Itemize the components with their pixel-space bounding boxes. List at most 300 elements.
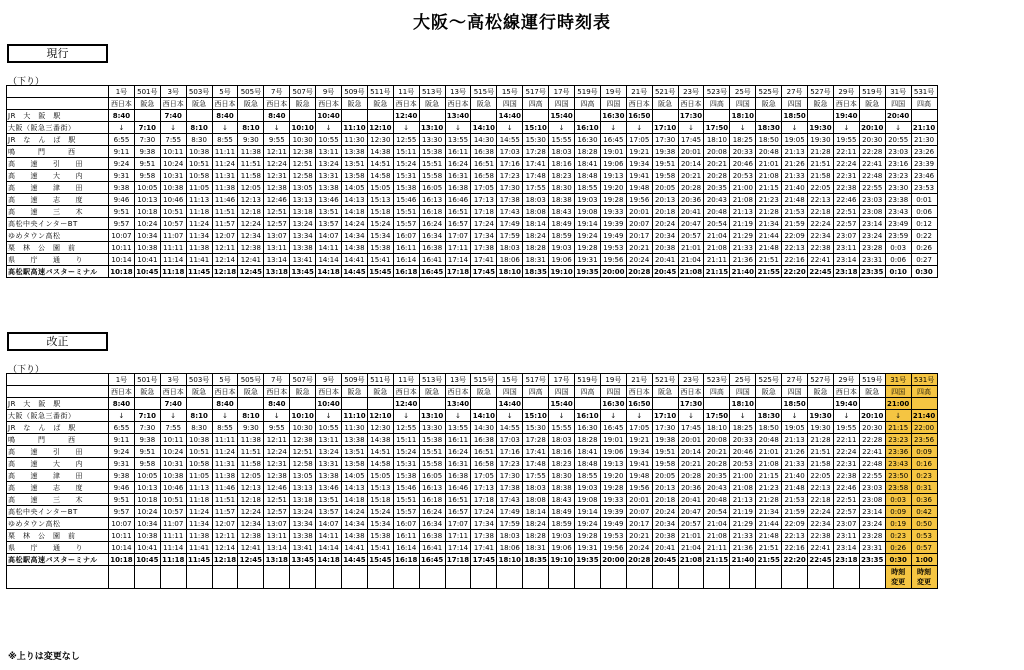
time-cell: 21:34 — [756, 506, 782, 518]
empty-cell — [290, 566, 316, 589]
time-cell — [186, 110, 212, 122]
time-cell: 20:21 — [626, 242, 652, 254]
time-cell: 0:23 — [885, 530, 911, 542]
time-cell: 21:19 — [730, 218, 756, 230]
time-cell: 18:10 — [704, 134, 730, 146]
time-cell: 17:11 — [445, 242, 471, 254]
time-cell: 10:45 — [136, 555, 159, 564]
time-cell: ↓ — [160, 410, 186, 422]
trip-number: 531号 — [911, 374, 937, 386]
time-cell: 15:05 — [367, 182, 393, 194]
time-cell: 19:20 — [600, 470, 626, 482]
time-cell: 12:13 — [238, 194, 264, 206]
time-cell: 19:06 — [600, 446, 626, 458]
time-cell: 8:40 — [212, 110, 238, 122]
time-cell: 20:08 — [704, 146, 730, 158]
time-cell: 16:46 — [445, 482, 471, 494]
time-cell: ↓ — [678, 410, 704, 422]
trip-number: 11号 — [393, 374, 419, 386]
time-cell: 20:45 — [654, 267, 677, 276]
time-cell: 21:00 — [730, 470, 756, 482]
time-cell: 23:39 — [911, 158, 937, 170]
time-cell: 13:14 — [264, 254, 290, 266]
time-cell: 19:56 — [600, 254, 626, 266]
time-cell: 16:38 — [419, 530, 445, 542]
operator-row — [7, 98, 938, 110]
time-cell: 17:30 — [652, 134, 678, 146]
time-cell: ↓ — [212, 410, 238, 422]
time-cell: 13:34 — [290, 518, 316, 530]
trip-number: 509号 — [342, 86, 368, 98]
time-cell: 14:41 — [342, 254, 368, 266]
time-cell: 14:34 — [342, 518, 368, 530]
operator-cell: 阪急 — [471, 98, 497, 110]
time-cell: 15:34 — [367, 230, 393, 242]
empty-cell — [186, 566, 212, 589]
time-cell: 18:10 — [498, 267, 521, 276]
time-cell: 15:57 — [393, 218, 419, 230]
time-cell: 21:28 — [756, 206, 782, 218]
time-cell: 19:24 — [575, 518, 601, 530]
time-cell: 17:59 — [497, 518, 523, 530]
trip-number: 509号 — [342, 374, 368, 386]
time-cell: 19:14 — [575, 218, 601, 230]
empty-cell — [575, 566, 601, 589]
time-cell: 23:11 — [833, 242, 859, 254]
time-cell: 17:41 — [523, 158, 549, 170]
empty-cell — [393, 566, 419, 589]
time-cell: 17:30 — [679, 399, 703, 408]
time-cell: 18:24 — [523, 230, 549, 242]
time-cell: ↓ — [445, 122, 471, 134]
time-cell: 11:10 — [343, 411, 366, 420]
operator-cell: 四高 — [704, 98, 730, 110]
time-cell: 15:34 — [367, 518, 393, 530]
time-cell: 0:06 — [911, 206, 937, 218]
time-cell: 15:05 — [367, 470, 393, 482]
time-cell: 23:03 — [885, 146, 911, 158]
station-name: 高 速 津 田 — [7, 182, 109, 194]
timetable-row — [7, 470, 938, 482]
time-cell: 10:30 — [290, 422, 316, 434]
time-cell: 21:55 — [757, 267, 780, 276]
time-cell: 19:51 — [652, 158, 678, 170]
time-cell: 10:51 — [186, 446, 212, 458]
time-cell: 0:01 — [911, 194, 937, 206]
time-cell: 12:18 — [238, 494, 264, 506]
time-cell: 22:48 — [859, 458, 885, 470]
time-cell: 19:55 — [833, 422, 859, 434]
time-cell: 22:34 — [808, 518, 834, 530]
time-cell: 18:41 — [575, 158, 601, 170]
time-cell: 21:34 — [756, 218, 782, 230]
time-cell: 14:07 — [316, 518, 342, 530]
time-cell: 12:05 — [238, 470, 264, 482]
time-cell: 11:38 — [238, 434, 264, 446]
time-cell: 17:03 — [497, 434, 523, 446]
time-cell: 22:24 — [808, 506, 834, 518]
station-name: 高 速 大 内 — [7, 458, 109, 470]
time-cell — [756, 398, 782, 410]
time-cell: 11:24 — [212, 158, 238, 170]
operator-cell: 阪急 — [808, 386, 834, 398]
time-cell: 12:24 — [238, 218, 264, 230]
time-cell: 15:10 — [524, 123, 547, 132]
station-name: JR 大 阪 駅 — [7, 110, 109, 122]
time-cell: 21:15 — [756, 182, 782, 194]
time-cell: 0:16 — [911, 458, 937, 470]
time-cell: 18:06 — [497, 542, 523, 554]
operator-cell: 西日本 — [393, 386, 419, 398]
trip-number: 525号 — [756, 374, 782, 386]
time-cell: 14:38 — [342, 530, 368, 542]
time-cell: 19:30 — [808, 134, 834, 146]
time-cell: 16:38 — [445, 470, 471, 482]
time-cell: ↓ — [316, 410, 342, 422]
station-name: 高松中央インターBT — [7, 506, 109, 518]
time-cell: 17:07 — [445, 230, 471, 242]
time-cell: 15:10 — [524, 411, 547, 420]
time-cell: 18:31 — [523, 542, 549, 554]
time-cell: 19:06 — [549, 542, 575, 554]
time-cell: 11:51 — [238, 446, 264, 458]
time-cell: 12:07 — [212, 230, 238, 242]
time-cell: 22:13 — [782, 242, 808, 254]
time-cell — [859, 398, 885, 410]
station-name: JR な ん ば 駅 — [7, 422, 109, 434]
time-cell: 13:41 — [290, 542, 316, 554]
time-cell: 17:23 — [497, 458, 523, 470]
time-cell: 11:14 — [160, 542, 186, 554]
time-cell: 22:13 — [808, 482, 834, 494]
time-cell: 20:33 — [730, 434, 756, 446]
time-cell: 13:13 — [290, 482, 316, 494]
time-cell: 19:28 — [575, 530, 601, 542]
station-name: 県 庁 通 り — [7, 254, 109, 266]
time-cell: 21:08 — [730, 482, 756, 494]
time-cell: 19:28 — [575, 242, 601, 254]
time-cell: 11:13 — [186, 482, 212, 494]
time-cell: 0:27 — [911, 254, 937, 266]
time-cell: 20:30 — [859, 422, 885, 434]
time-cell: 15:57 — [393, 506, 419, 518]
time-cell: 8:55 — [212, 134, 238, 146]
operator-cell: 西日本 — [264, 386, 290, 398]
trip-number: 519号 — [859, 86, 885, 98]
time-cell: 23:58 — [885, 482, 911, 494]
time-cell: 21:08 — [756, 458, 782, 470]
time-cell: 19:33 — [600, 206, 626, 218]
time-cell: 13:13 — [290, 194, 316, 206]
operator-cell: 四国 — [730, 98, 756, 110]
time-cell: 19:01 — [600, 434, 626, 446]
time-cell: 10:13 — [134, 482, 160, 494]
time-cell: 13:18 — [265, 267, 288, 276]
operator-cell: 西日本 — [626, 386, 652, 398]
time-cell: 14:24 — [342, 218, 368, 230]
time-cell: 22:55 — [859, 470, 885, 482]
time-cell: 21:40 — [782, 470, 808, 482]
trip-number: 513号 — [419, 374, 445, 386]
time-cell: 16:51 — [471, 446, 497, 458]
time-cell: 6:55 — [109, 134, 135, 146]
trip-number: 503号 — [186, 86, 212, 98]
time-cell: 8:30 — [186, 422, 212, 434]
time-cell: 11:46 — [212, 194, 238, 206]
time-cell: 22:11 — [833, 146, 859, 158]
time-cell: 18:16 — [549, 446, 575, 458]
time-cell: 17:55 — [523, 470, 549, 482]
time-cell: ↓ — [626, 410, 652, 422]
time-cell: ↓ — [730, 410, 756, 422]
timetable-row — [7, 158, 938, 170]
time-cell: 17:43 — [497, 494, 523, 506]
time-cell: 13:10 — [420, 411, 444, 420]
time-cell: 20:01 — [678, 434, 704, 446]
operator-cell: 四国 — [600, 98, 626, 110]
time-cell: 14:40 — [498, 111, 521, 120]
operator-cell: 西日本 — [160, 386, 186, 398]
time-cell: 18:28 — [523, 242, 549, 254]
time-cell: 14:45 — [343, 555, 366, 564]
time-cell: 10:10 — [291, 123, 314, 132]
time-cell: 9:30 — [238, 134, 264, 146]
time-cell: 14:30 — [471, 134, 497, 146]
time-cell: 11:31 — [212, 170, 238, 182]
time-cell: ↓ — [782, 410, 808, 422]
trip-number: 501号 — [134, 86, 160, 98]
operator-cell: 阪急 — [238, 386, 264, 398]
time-cell: 23:36 — [885, 446, 911, 458]
trip-number: 507号 — [290, 86, 316, 98]
time-cell: 17:45 — [472, 267, 496, 276]
time-cell: 12:38 — [264, 182, 290, 194]
time-cell: 16:13 — [419, 482, 445, 494]
time-cell: 7:30 — [134, 422, 160, 434]
time-cell: 10:58 — [186, 458, 212, 470]
time-cell: 12:14 — [212, 542, 238, 554]
time-cell: 12:11 — [264, 146, 290, 158]
time-cell: 19:49 — [600, 230, 626, 242]
time-cell: 13:41 — [290, 254, 316, 266]
time-cell: 11:18 — [186, 206, 212, 218]
trip-number: 527号 — [808, 86, 834, 98]
time-cell: 16:34 — [419, 518, 445, 530]
time-cell: 17:14 — [445, 254, 471, 266]
time-cell: 12:41 — [238, 542, 264, 554]
time-cell: 18:55 — [575, 182, 601, 194]
time-cell: 23:43 — [885, 206, 911, 218]
time-cell: 20:21 — [626, 530, 652, 542]
empty-cell — [342, 566, 368, 589]
time-cell: 19:24 — [575, 230, 601, 242]
time-cell: 12:51 — [264, 494, 290, 506]
trip-number: 21号 — [626, 374, 652, 386]
time-cell: 19:03 — [549, 242, 575, 254]
empty-cell — [678, 566, 704, 589]
time-cell: 17:28 — [523, 146, 549, 158]
empty-cell — [652, 566, 678, 589]
time-cell: 11:38 — [212, 182, 238, 194]
time-cell: 20:53 — [730, 170, 756, 182]
time-cell: 13:51 — [342, 158, 368, 170]
time-cell: 19:40 — [835, 111, 858, 120]
time-cell: 13:11 — [316, 434, 342, 446]
time-cell: 16:18 — [395, 267, 418, 276]
time-cell: 10:05 — [134, 182, 160, 194]
time-cell: 19:41 — [626, 170, 652, 182]
operator-cell: 四高 — [704, 386, 730, 398]
time-cell: 13:57 — [316, 218, 342, 230]
time-cell: 19:51 — [652, 446, 678, 458]
time-cell: 20:28 — [678, 470, 704, 482]
timetable-row — [7, 230, 938, 242]
time-cell: 22:00 — [911, 422, 937, 434]
time-cell: 11:10 — [343, 123, 366, 132]
time-cell: 14:38 — [367, 434, 393, 446]
timetable-row — [7, 242, 938, 254]
time-cell: 12:57 — [264, 218, 290, 230]
time-cell: 7:40 — [160, 398, 186, 410]
time-cell: 17:45 — [472, 555, 496, 564]
time-cell: 17:18 — [446, 267, 470, 276]
trip-number: 13号 — [445, 86, 471, 98]
time-cell: 19:08 — [575, 494, 601, 506]
time-cell: 17:50 — [705, 123, 729, 132]
time-cell: 0:10 — [885, 266, 911, 278]
time-cell: 11:14 — [160, 254, 186, 266]
time-cell: 10:30 — [290, 134, 316, 146]
trip-number: 505号 — [238, 374, 264, 386]
trip-number: 501号 — [134, 374, 160, 386]
trip-number: 27号 — [782, 86, 808, 98]
time-cell — [290, 110, 316, 122]
trip-number: 7号 — [264, 86, 290, 98]
station-name: ゆめタウン高松 — [7, 518, 109, 530]
time-cell: 14:51 — [367, 446, 393, 458]
time-cell — [575, 398, 601, 410]
time-cell: 16:45 — [420, 267, 444, 276]
time-cell: 7:55 — [160, 134, 186, 146]
footnote: ※上りは変更なし — [8, 652, 80, 662]
time-cell: 18:24 — [523, 518, 549, 530]
time-cell: 12:10 — [369, 411, 392, 420]
time-cell: 23:30 — [885, 182, 911, 194]
time-cell: 17:18 — [471, 206, 497, 218]
time-cell: 13:51 — [342, 446, 368, 458]
trip-number: 521号 — [652, 86, 678, 98]
time-cell: 21:48 — [756, 242, 782, 254]
time-cell — [238, 110, 264, 122]
timetable-row — [7, 134, 938, 146]
time-cell: 6:55 — [109, 422, 135, 434]
time-cell: 11:13 — [186, 194, 212, 206]
time-cell: 23:46 — [911, 170, 937, 182]
time-cell: 18:14 — [523, 218, 549, 230]
time-cell: 19:10 — [550, 555, 573, 564]
time-cell: 21:00 — [887, 399, 910, 408]
time-cell: 23:08 — [859, 206, 885, 218]
time-cell: 22:45 — [809, 267, 832, 276]
time-cell: 19:03 — [575, 482, 601, 494]
time-cell: 11:18 — [162, 555, 185, 564]
operator-cell: 西日本 — [109, 98, 135, 110]
trip-number: 7号 — [264, 374, 290, 386]
time-cell: 12:45 — [239, 267, 263, 276]
time-cell: 21:01 — [678, 242, 704, 254]
time-cell — [134, 110, 160, 122]
timetable-row — [7, 422, 938, 434]
time-cell: 19:13 — [600, 458, 626, 470]
time-cell: 22:11 — [833, 434, 859, 446]
timetable-row — [7, 554, 938, 566]
trip-number-row — [7, 86, 938, 98]
time-cell: 8:40 — [109, 110, 135, 122]
time-cell: 23:08 — [859, 494, 885, 506]
time-cell: 19:41 — [626, 458, 652, 470]
time-cell: 15:45 — [369, 555, 392, 564]
time-cell: 10:38 — [160, 182, 186, 194]
time-cell: 22:51 — [833, 494, 859, 506]
time-cell: 12:34 — [238, 230, 264, 242]
time-cell: 9:24 — [109, 158, 135, 170]
time-cell: 20:41 — [652, 542, 678, 554]
operator-cell: 四国 — [782, 98, 808, 110]
time-cell: 12:11 — [212, 242, 238, 254]
operator-cell: 四高 — [523, 386, 549, 398]
time-cell: 9:55 — [264, 422, 290, 434]
time-cell: 16:50 — [628, 399, 651, 408]
time-cell: 10:34 — [134, 518, 160, 530]
time-cell: 12:58 — [290, 170, 316, 182]
time-cell: 20:48 — [756, 146, 782, 158]
time-cell: 1:00 — [911, 554, 937, 566]
operator-cell: 阪急 — [808, 98, 834, 110]
time-cell: 21:48 — [756, 530, 782, 542]
time-cell: 21:15 — [705, 267, 729, 276]
time-cell: 12:38 — [238, 530, 264, 542]
time-cell: 17:10 — [654, 411, 677, 420]
time-cell: 8:55 — [212, 422, 238, 434]
change-note-line: 時刻 — [891, 568, 906, 576]
timetable-row — [7, 122, 938, 134]
time-cell: 23:11 — [833, 530, 859, 542]
trip-number: 525号 — [756, 86, 782, 98]
station-name: 県 庁 通 り — [7, 542, 109, 554]
time-cell: 8:40 — [264, 398, 290, 410]
operator-cell: 西日本 — [678, 98, 704, 110]
time-cell: 21:33 — [730, 242, 756, 254]
time-cell: 16:38 — [471, 434, 497, 446]
time-cell: 18:28 — [523, 530, 549, 542]
time-cell: 11:51 — [238, 158, 264, 170]
time-cell: 21:04 — [704, 230, 730, 242]
time-cell: 20:17 — [626, 230, 652, 242]
time-cell: 12:51 — [290, 158, 316, 170]
time-cell: 20:07 — [626, 506, 652, 518]
time-cell: 17:24 — [471, 506, 497, 518]
time-cell: 8:10 — [238, 122, 264, 134]
time-cell: 23:56 — [911, 434, 937, 446]
time-cell: 15:38 — [367, 530, 393, 542]
time-cell: 8:10 — [238, 410, 264, 422]
time-cell: 22:16 — [782, 542, 808, 554]
time-cell: 20:28 — [678, 182, 704, 194]
time-cell: 18:35 — [524, 555, 547, 564]
time-cell: 19:20 — [600, 182, 626, 194]
time-cell: 20:10 — [861, 411, 884, 420]
trip-number: 503号 — [186, 374, 212, 386]
